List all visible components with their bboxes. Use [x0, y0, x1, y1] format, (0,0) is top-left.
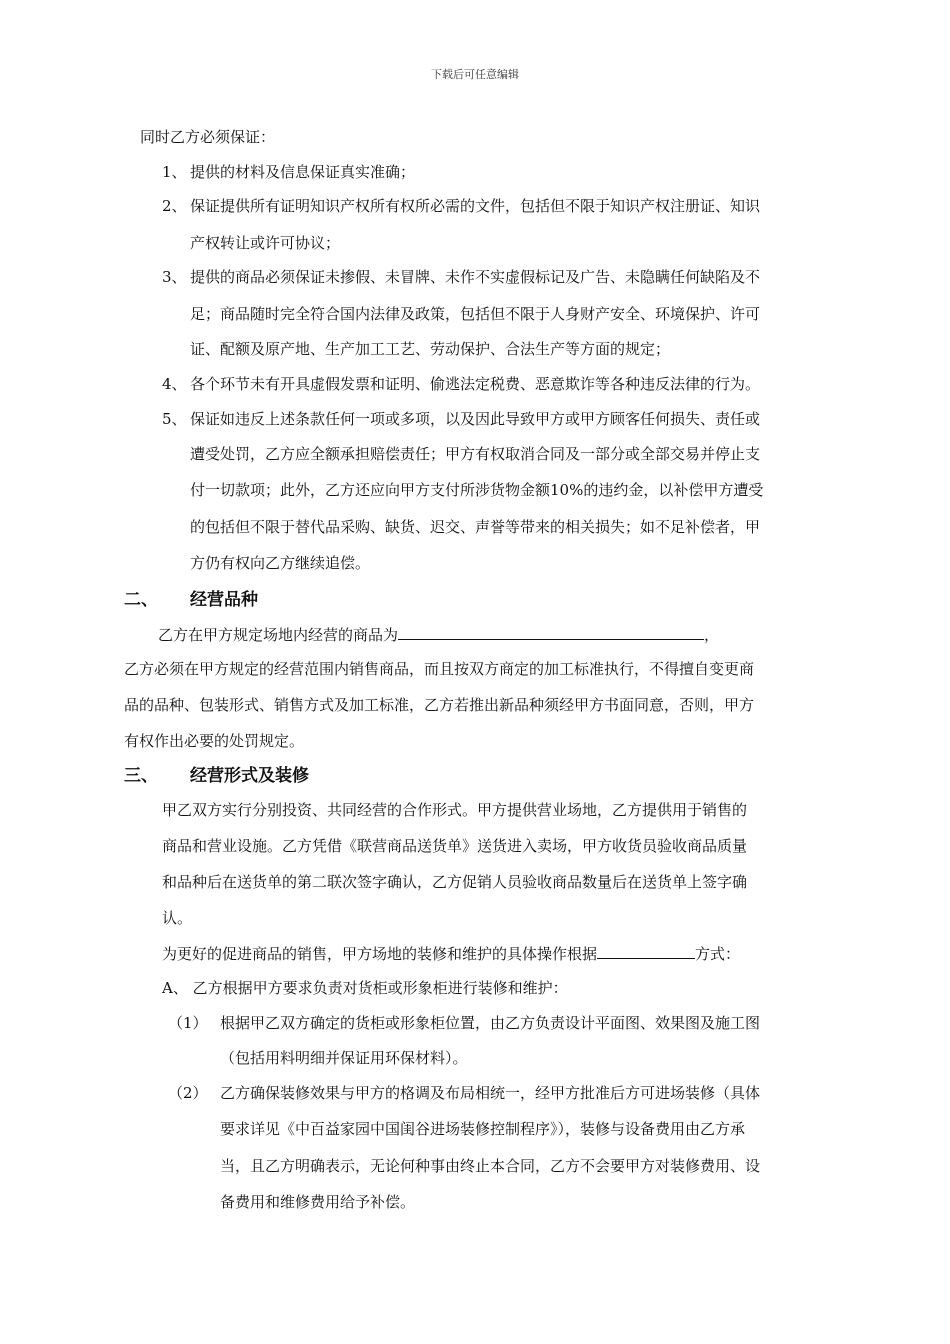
item-text: 提供的材料及信息保证真实准确； — [190, 163, 416, 181]
paragraph-text: 甲乙双方实行分别投资、共同经营的合作形式。甲方提供营业场地，乙方提供用于销售的 — [162, 801, 748, 819]
option-a: A、 乙方根据甲方要求负责对货柜或形象柜进行装修和维护： — [162, 979, 568, 997]
item-number: 1、 — [162, 163, 187, 181]
item-text: 方仍有权向乙方继续追偿。 — [190, 554, 371, 572]
item-text: 保证如违反上述条款任何一项或多项，以及因此导致甲方或甲方顾客任何损失、责任或 — [190, 410, 761, 428]
item-number: 3、 — [162, 268, 187, 286]
item-number: 2、 — [162, 197, 187, 215]
section-title: 经营形式及装修 — [190, 766, 309, 786]
paragraph-text: 有权作出必要的处罚规定。 — [124, 732, 305, 750]
page-header: 下载后可任意编辑 — [431, 68, 519, 81]
sub-text: 乙方确保装修效果与甲方的格调及布局相统一，经甲方批准后方可进场装修（具体 — [220, 1084, 761, 1102]
sub-text: 备费用和维修费用给予补偿。 — [220, 1193, 416, 1211]
item-text: 付一切款项；此外，乙方还应向甲方支付所涉货物金额10%的违约金，以补偿甲方遭受 — [190, 481, 764, 499]
basis-label: 为更好的促进商品的销售，甲方场地的装修和维护的具体操作根据 — [162, 945, 598, 963]
sub-text: 根据甲乙双方确定的货柜或形象柜位置，由乙方负责设计平面图、效果图及施工图 — [220, 1014, 761, 1032]
section-title: 经营品种 — [190, 590, 258, 610]
basis-label-end: 方式： — [695, 945, 741, 963]
paragraph-text: 和品种后在送货单的第二联次签字确认，乙方促销人员验收商品数量后在送货单上签字确 — [162, 873, 748, 891]
item-text: 各个环节未有开具虚假发票和证明、偷逃法定税费、恶意欺诈等各种违反法律的行为。 — [190, 375, 761, 393]
item-text: 足；商品随时完全符合国内法律及政策，包括但不限于人身财产安全、环境保护、许可 — [190, 305, 761, 323]
paragraph-text: 品的品种、包装形式、销售方式及加工标准，乙方若推出新品种须经甲方书面同意，否则，甲方 — [124, 696, 755, 714]
paragraph-text: 乙方必须在甲方规定的经营范围内销售商品，而且按双方商定的加工标准执行，不得擅自变更商 — [124, 660, 755, 678]
section-number: 三、 — [124, 766, 158, 786]
basis-blank[interactable] — [597, 944, 695, 959]
intro-text: 同时乙方必须保证： — [140, 128, 276, 146]
item-text: 的包括但不限于替代品采购、缺货、迟交、声誉等带来的相关损失；如不足补偿者，甲 — [190, 518, 761, 536]
product-blank[interactable] — [398, 625, 704, 640]
product-label-end: ， — [704, 626, 720, 644]
paragraph-text: 认。 — [162, 909, 193, 927]
product-label: 乙方在甲方规定场地内经营的商品为 — [158, 626, 399, 644]
item-text: 产权转让或许可协议； — [190, 234, 341, 252]
section-number: 二、 — [124, 590, 158, 610]
paragraph-text: 商品和营业设施。乙方凭借《联营商品送货单》送货进入卖场，甲方收货员验收商品质量 — [162, 837, 748, 855]
sub-number: （2） — [168, 1084, 208, 1102]
item-text: 提供的商品必须保证未掺假、未冒牌、未作不实虚假标记及广告、未隐瞒任何缺陷及不 — [190, 268, 761, 286]
basis-line — [162, 944, 740, 964]
item-number: 4、 — [162, 375, 187, 393]
item-number: 5、 — [162, 410, 187, 428]
product-line — [158, 625, 719, 645]
item-text: 遭受处罚，乙方应全额承担赔偿责任；甲方有权取消合同及一部分或全部交易并停止支 — [190, 445, 761, 463]
sub-number: （1） — [168, 1014, 208, 1032]
item-text: 证、配额及原产地、生产加工工艺、劳动保护、合法生产等方面的规定； — [190, 340, 671, 358]
sub-text: 要求详见《中百益家园中国闺谷进场装修控制程序》），装修与设备费用由乙方承 — [220, 1120, 746, 1138]
sub-text: （包括用料明细并保证用环保材料）。 — [220, 1049, 468, 1067]
sub-text: 当，且乙方明确表示，无论何种事由终止本合同，乙方不会要甲方对装修费用、设 — [220, 1157, 761, 1175]
item-text: 保证提供所有证明知识产权所有权所必需的文件，包括但不限于知识产权注册证、知识 — [190, 197, 761, 215]
